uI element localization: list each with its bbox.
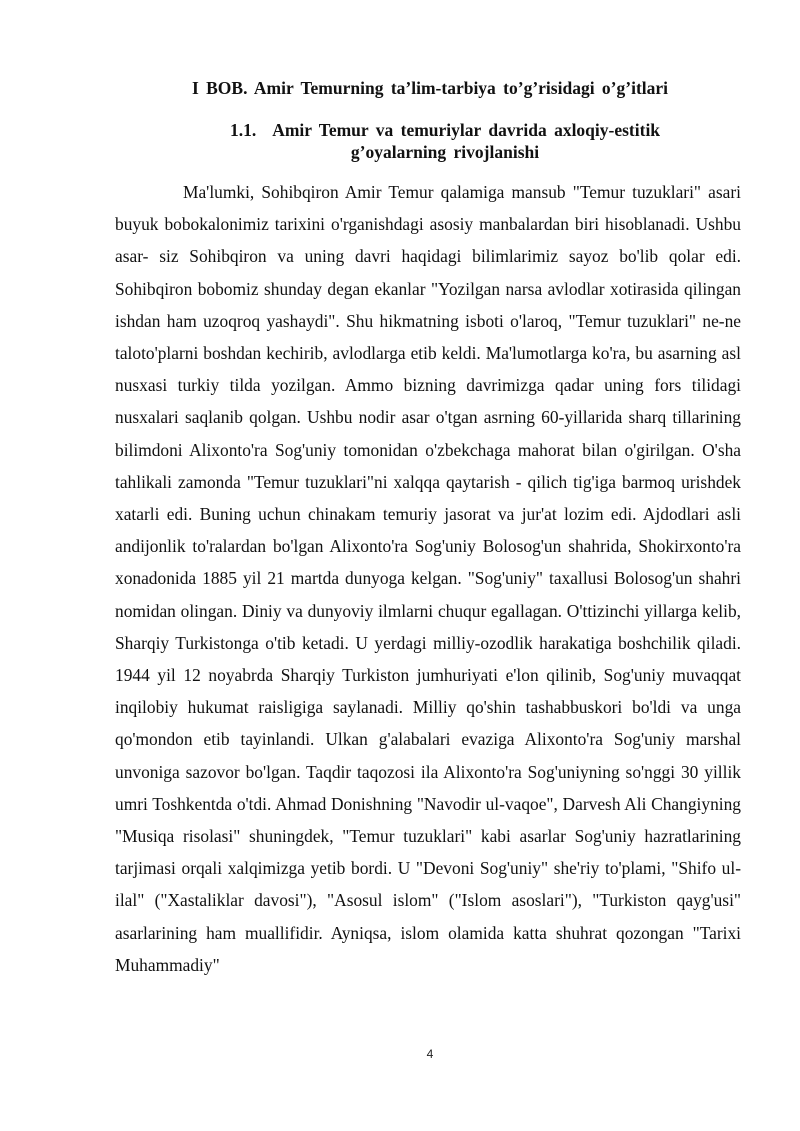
- section-heading: [200, 119, 690, 163]
- section-number: 1.1.: [229, 120, 257, 140]
- chapter-title: I BOB. Amir Temurning ta’lim-tarbiya to’g’risidagi o’g’itlari: [191, 78, 669, 98]
- body-text: [115, 176, 741, 981]
- section-title: Amir Temur va temuriylar davrida axloqiy-estitik g’oyalarning rivojlanishi: [272, 120, 661, 162]
- page-number: 4: [426, 1047, 434, 1061]
- body-paragraph: Ma'lumki, Sohibqiron Amir Temur qalamiga mansub "Temur tuzuklari" asari buyuk bobokalonimiz tarixini o'rganishdagi asosiy manbalardan biri hisoblanadi. Ushbu asar- siz Sohibqiron va uning davri haqidagi bilimlarimiz sayoz bo'lib qolar edi. Sohibqiron bobomiz shunday degan ekanlar "Yozilgan narsa avlodlar xotirasida qilingan ishdan ham uzoqroq yashaydi". Shu hikmatning isboti o'laroq, "Temur tuzuklari" ne-ne taloto'plarni boshdan kechirib, avlodlarga etib keldi. Ma'lumotlarga ko'ra, bu asarning asl nusxasi turkiy tilda yozilgan. Ammo bizning davrimizga qadar uning fors tilidagi nusxalari saqlanib qolgan. Ushbu nodir asar o'tgan asrning 60-yillarida sharq tillarining bilimdoni Alixonto'ra Sog'uniy tomonidan o'zbekchaga mahorat bilan o'girilgan. O'sha tahlikali zamonda "Temur tuzuklari"ni xalqqa qaytarish - qilich tig'iga barmoq urishdek xatarli edi. Buning uchun chinakam temuriy jasorat va jur'at lozim edi. Ajdodlari asli andijonlik to'ralardan bo'lgan Alixonto'ra Sog'uniy Bolosog'un shahrida, Shokirxonto'ra xonadonida 1885 yil 21 martda dunyoga kelgan. "Sog'uniy" taxallusi Bolosog'un shahri nomidan olingan. Diniy va dunyoviy ilmlarni chuqur egallagan. O'ttizinchi yillarga kelib, Sharqiy Turkistonga o'tib ketadi. U yerdagi milliy-ozodlik harakatiga boshchilik qiladi. 1944 yil 12 noyabrda Sharqiy Turkiston jumhuriyati e'lon qilinib, Sog'uniy muvaqqat inqilobiy hukumat raisligiga saylanadi. Milliy qo'shin tashabbuskori bo'ldi va unga qo'mondon etib tayinlandi. Ulkan g'alabalari evaziga Alixonto'ra Sog'uniy marshal unvoniga sazovor bo'lgan. Taqdir taqozosi ila Alixonto'ra Sog'uniyning so'nggi 30 yillik umri Toshkentda o'tdi. Ahmad Donishning "Navodir ul-vaqoe", Darvesh Ali Changiyning "Musiqa risolasi" shuningdek, "Temur tuzuklari" kabi asarlar Sog'uniy hazratlarining tarjimasi orqali xalqimizga yetib bordi. U "Devoni Sog'uniy" she'riy to'plami, "Shifo ul-ilal" ("Xastaliklar davosi"), "Asosul islom" ("Islom asoslari"), "Turkiston qayg'usi" asarlarining ham muallifidir. Ayniqsa, islom olamida katta shuhrat qozongan "Tarixi Muhammadiy": [115, 182, 741, 975]
